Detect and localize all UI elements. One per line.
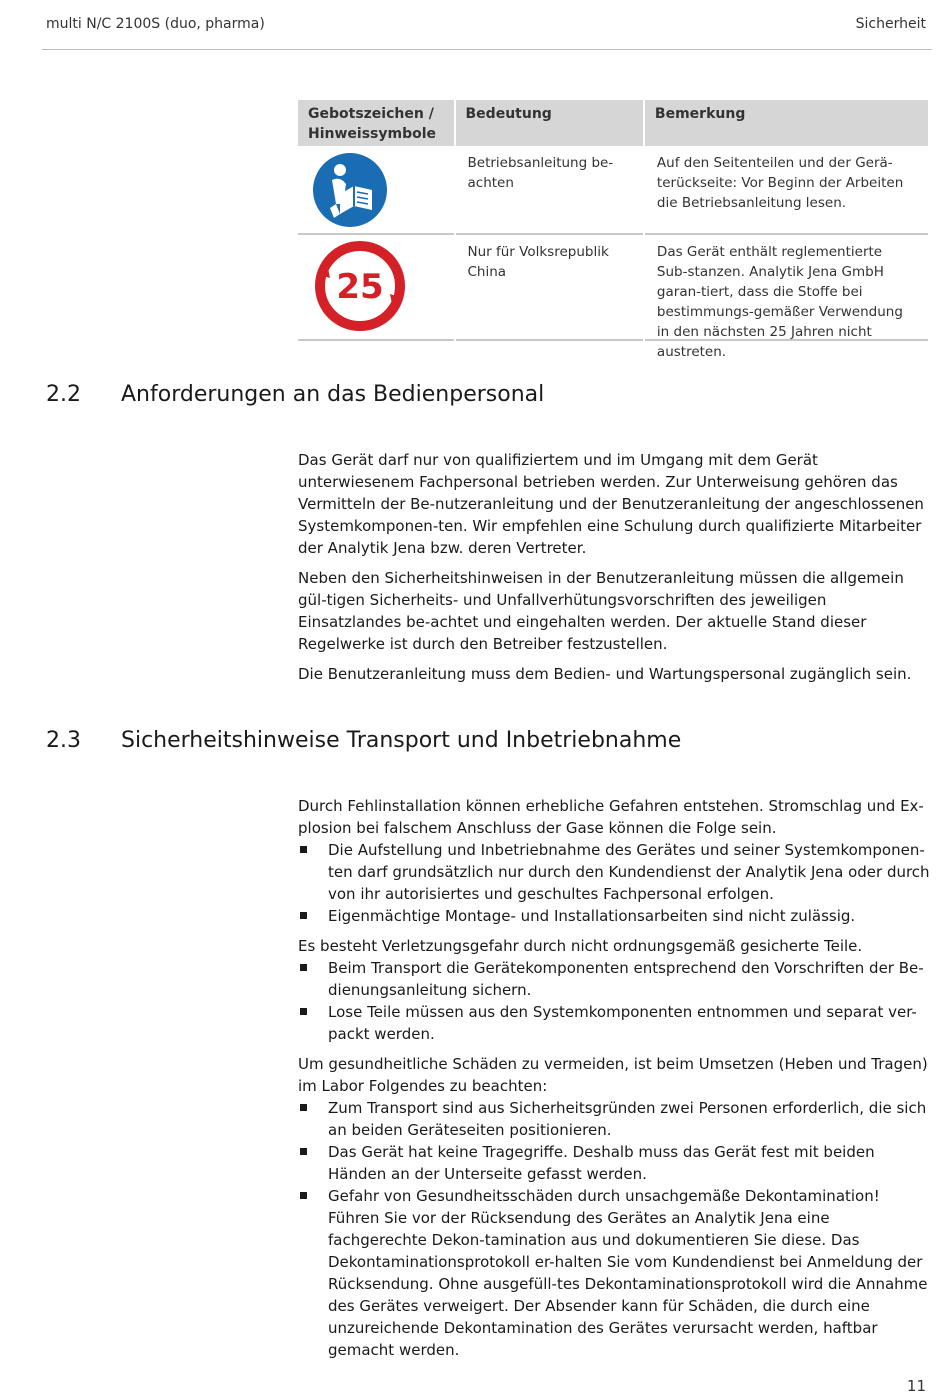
- list-item-text: Eigenmächtige Montage- und Installationsarbeiten sind nicht zulässig.: [328, 907, 856, 925]
- list-item-text: Zum Transport sind aus Sicherheitsgründen zwei Personen erforderlich, die sich an beiden Geräteseiten positionieren.: [328, 1099, 927, 1139]
- list-item: [298, 905, 930, 927]
- paragraph: Es besteht Verletzungsgefahr durch nicht ordnungsgemäß gesicherte Teile.: [298, 937, 863, 955]
- meaning-cell: Nur für Volksrepublik China: [456, 235, 643, 341]
- bullet-square-icon: [300, 1008, 307, 1015]
- paragraph: Um gesundheitliche Schäden zu vermeiden, ist beim Umsetzen (Heben und Tragen) im Labor Folgendes zu beachten:: [298, 1055, 928, 1095]
- bullet-square-icon: [300, 964, 307, 971]
- list-item: [298, 1141, 930, 1185]
- header-chapter-title: Sicherheit: [855, 16, 926, 32]
- table-row: [298, 146, 928, 235]
- remark-cell: Auf den Seitenteilen und der Gerä-terückseite: Vor Beginn der Arbeiten die Betriebsanleitung lesen.: [645, 146, 928, 235]
- symbol-cell: [298, 235, 454, 341]
- bullet-square-icon: [300, 1104, 307, 1111]
- section-title: Sicherheitshinweise Transport und Inbetriebnahme: [121, 728, 682, 753]
- table-header-remark: Bemerkung: [645, 100, 928, 146]
- section-2-2-body: [298, 449, 930, 693]
- paragraph: Neben den Sicherheitshinweisen in der Benutzeranleitung müssen die allgemein gül-tigen Sicherheits- und Unfallverhütungsvorschriften des jeweiligen Einsatzlandes be-achtet und eingehalten werden. Der aktuelle Stand dieser Regelwerke ist durch den Betreiber festzustellen.: [298, 569, 904, 653]
- section-heading-2-3: [46, 728, 681, 753]
- list-item-text: Beim Transport die Gerätekomponenten entsprechend den Vorschriften der Be-dienungsanleitung sichern.: [328, 959, 924, 999]
- read-manual-icon: [310, 150, 390, 230]
- china-rohs-25-icon: [312, 238, 408, 334]
- bullet-square-icon: [300, 1192, 307, 1199]
- table-header-row: [298, 100, 928, 146]
- bullet-list: [298, 1097, 930, 1361]
- bullet-square-icon: [300, 1148, 307, 1155]
- header-divider: [42, 49, 932, 50]
- bullet-square-icon: [300, 912, 307, 919]
- bullet-list: [298, 957, 930, 1045]
- list-item-text: Das Gerät hat keine Tragegriffe. Deshalb muss das Gerät fest mit beiden Händen an der Unterseite gefasst werden.: [328, 1143, 875, 1183]
- header-document-title: multi N/C 2100S (duo, pharma): [46, 16, 265, 32]
- list-item-text: Lose Teile müssen aus den Systemkomponenten entnommen und separat ver-packt werden.: [328, 1003, 917, 1043]
- table-header-meaning: Bedeutung: [456, 100, 643, 146]
- section-2-3-body: [298, 795, 930, 1369]
- table-header-symbol: Gebotszeichen / Hinweissymbole: [298, 100, 454, 146]
- section-title: Anforderungen an das Bedienpersonal: [121, 382, 545, 407]
- list-item: [298, 957, 930, 1001]
- bullet-list: [298, 839, 930, 927]
- section-heading-2-2: [46, 382, 544, 407]
- paragraph: Durch Fehlinstallation können erhebliche Gefahren entstehen. Stromschlag und Ex-plosion bei falschem Anschluss der Gase können die Folge sein.: [298, 797, 924, 837]
- paragraph: Das Gerät darf nur von qualifiziertem und im Umgang mit dem Gerät unterwiesenem Fachpersonal betrieben werden. Zur Unterweisung gehören das Vermitteln der Be-nutzeranleitung und der Benutzeranleitung der angeschlossenen Systemkomponen-ten. Wir empfehlen eine Schulung durch qualifizierte Mitarbeiter der Analytik Jena bzw. deren Vertreter.: [298, 451, 924, 557]
- bullet-square-icon: [300, 846, 307, 853]
- list-item-text: Gefahr von Gesundheitsschäden durch unsachgemäße Dekontamination! Führen Sie vor der Rücksendung des Gerätes an Analytik Jena eine fachgerechte Dekon-tamination aus und dokumentieren Sie diese. Das Dekontaminationsprotokoll er-halten Sie vom Kundendienst bei Anmeldung der Rücksendung. Ohne ausgefüll-tes Dekontaminationsprotokoll wird die Annahme des Gerätes verweigert. Der Absender kann für Schäden, die durch eine unzureichende Dekontamination des Gerätes verursacht werden, haftbar gemacht werden.: [328, 1187, 928, 1359]
- paragraph: Die Benutzeranleitung muss dem Bedien- und Wartungspersonal zugänglich sein.: [298, 665, 912, 683]
- section-number: 2.3: [46, 728, 81, 753]
- symbol-table: [298, 100, 928, 360]
- list-item-text: Die Aufstellung und Inbetriebnahme des Gerätes und seiner Systemkomponen-ten darf grundsätzlich nur durch den Kundendienst der Analytik Jena oder durch von ihr autorisiertes und geschultes Fachpersonal erfolgen.: [328, 841, 930, 903]
- remark-cell: Das Gerät enthält reglementierte Sub-stanzen. Analytik Jena GmbH garan-tiert, dass die Stoffe bei bestimmungs-gemäßer Verwendung in den nächsten 25 Jahren nicht austreten.: [645, 235, 928, 341]
- page-number: 11: [906, 1377, 926, 1395]
- list-item: [298, 1097, 930, 1141]
- symbol-cell: [298, 146, 454, 235]
- list-item: [298, 839, 930, 905]
- rohs-25-label: 25: [336, 267, 384, 307]
- section-number: 2.2: [46, 382, 81, 407]
- meaning-cell: Betriebsanleitung be-achten: [456, 146, 643, 235]
- list-item: [298, 1185, 930, 1361]
- list-item: [298, 1001, 930, 1045]
- table-row: [298, 235, 928, 360]
